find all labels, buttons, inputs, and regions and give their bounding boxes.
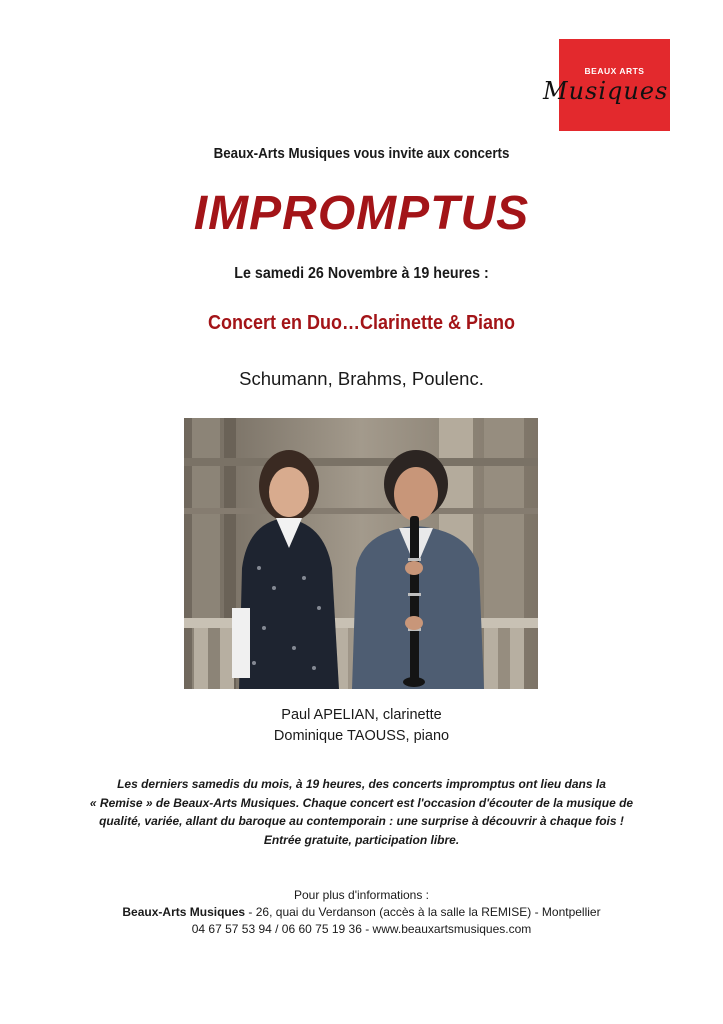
description-line: qualité, variée, allant du baroque au contemporain : une surprise à découvrir à chaque fois ! xyxy=(99,814,624,828)
concert-title: IMPROMPTUS xyxy=(193,187,530,240)
address-text: - 26, quai du Verdanson (accès à la salle la REMISE) - Montpellier xyxy=(245,905,601,919)
info-label: Pour plus d'informations : xyxy=(293,888,430,902)
performer-piano: Dominique TAOUSS, piano xyxy=(273,728,450,744)
description-line: Les derniers samedis du mois, à 19 heures, des concerts impromptus ont lieu dans la xyxy=(117,777,606,791)
contact-line: 04 67 57 53 94 / 06 60 75 19 36 - www.beauxartsmusiques.com xyxy=(191,922,532,936)
contact-footer xyxy=(0,887,723,938)
logo-top-text: BEAUX ARTS xyxy=(584,66,645,76)
address-line xyxy=(0,904,723,921)
performers-photo xyxy=(184,418,538,689)
composers-line: Schumann, Brahms, Poulenc. xyxy=(239,368,484,389)
description-line: « Remise » de Beaux-Arts Musiques. Chaque concert est l'occasion d'écouter de la musique de xyxy=(89,795,634,810)
concert-subtitle: Concert en Duo…Clarinette & Piano xyxy=(207,312,516,334)
invite-line: Beaux-Arts Musiques vous invite aux concerts xyxy=(213,146,510,162)
date-line: Le samedi 26 Novembre à 19 heures : xyxy=(234,265,489,282)
concert-description xyxy=(0,775,723,849)
performers-list xyxy=(0,705,723,747)
logo-script-text: Musiques xyxy=(543,77,669,105)
performer-clarinet: Paul APELIAN, clarinette xyxy=(281,707,442,723)
beaux-arts-musiques-logo xyxy=(543,39,670,131)
org-name: Beaux-Arts Musiques xyxy=(122,905,246,919)
description-line: Entrée gratuite, participation libre. xyxy=(263,832,460,847)
